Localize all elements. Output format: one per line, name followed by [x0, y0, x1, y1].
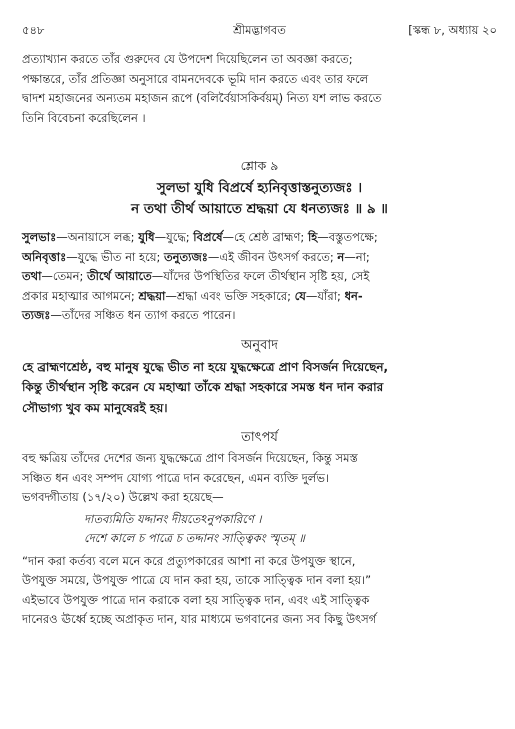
synonym-meaning: —না; [344, 249, 370, 264]
quote-line: দেশে কালে চ পাত্রে চ তদ্দানং সাত্ত্বিকং স্মৃতম্ ॥ [84, 530, 305, 545]
synonym-term: ত্যজঃ [22, 308, 51, 322]
synonym-meaning: —হে শ্রেষ্ঠ ব্রাহ্মণ; [222, 230, 308, 244]
synonym-meaning: —তাঁদের সঞ্চিত ধন ত্যাগ করতে পারেন। [50, 308, 236, 322]
synonym-line [22, 267, 497, 287]
synonym-term: তথা [22, 269, 42, 283]
synonym-line [22, 287, 497, 307]
synonym-line [22, 306, 497, 326]
translation-line: কিন্তু তীর্থস্থান সৃষ্টি করেন যে মহাত্মা তাঁকে শ্রদ্ধা সহকারে সমস্ত ধন দান করার [22, 380, 384, 394]
synonym-meaning: —তেমন; [41, 269, 87, 283]
purport-line: ভগবদ্গীতায় (১৭/২০) উল্লেখ করা হয়েছে— [22, 490, 224, 504]
purport-line: বহু ক্ষত্রিয় তাঁদের দেশের জন্য যুদ্ধক্ষেত্রে প্রাণ বিসর্জন দিয়েছেন, কিন্তু সমস্ত [22, 451, 358, 465]
book-title: শ্রীমদ্ভাগবত [233, 23, 286, 37]
purport-line: এইভাবে উপযুক্ত পাত্রে দান করাকে বলা হয় সাত্ত্বিক দান, এবং এই সাত্ত্বিক [22, 592, 370, 607]
verse-line: ন তথা তীর্থ আয়াতে শ্রদ্ধয়া যে ধনত্যজঃ ॥ ৯ ॥ [131, 201, 388, 217]
synonym-term: ধন- [344, 288, 363, 303]
page-header [22, 22, 497, 42]
book-page [22, 22, 497, 630]
purport-line: “দান করা কর্তব্য বলে মনে করে প্রত্যুপকারের আশা না করে উপযুক্ত স্থানে, [22, 553, 356, 568]
translation-heading: অনুবাদ [241, 337, 278, 353]
verse-line: সুলভা যুধি বিপ্রর্ষে হ্যনিবৃত্তাস্তনুত্যজঃ । [156, 180, 363, 196]
purport-paragraph [22, 449, 497, 508]
text-line: পক্ষান্তরে, তাঁর প্রতিজ্ঞা অনুসারে বামনদেবকে ভূমি দান করতে এবং তার ফলে [22, 71, 369, 86]
synonym-line [22, 228, 497, 248]
synonym-term: বিপ্রর্ষে [193, 230, 223, 244]
text-line: দ্বাদশ মহাজনের অন্যতম মহাজন রূপে (বলির্বৈয়াসকির্বয়ম্) নিত্য যশ লাভ করতে [22, 91, 382, 105]
quote-line: দাতব্যমিতি যদ্দানং দীয়তেঽনুপকারিণে । [84, 511, 262, 526]
synonym-line [22, 248, 497, 268]
purport-heading: তাৎপর্য [241, 430, 278, 445]
synonym-meaning: —এই জীবন উৎসর্গ করতে; [207, 249, 338, 264]
translation-paragraph [22, 357, 497, 419]
synonym-meaning: —যাঁদের উপস্থিতির ফলে তীর্থস্থান সৃষ্টি হয়, সেই [151, 269, 370, 283]
purport-line: উপযুক্ত সময়ে, উপযুক্ত পাত্রে যে দান করা হয়, তাকে সাত্ত্বিক দান বলা হয়।” [22, 573, 372, 587]
sloka-heading: শ্লোক ৯ [240, 158, 279, 173]
text-line: তিনি বিবেচনা করেছিলেন । [22, 110, 146, 125]
synonym-term: তনুত্যজঃ [164, 249, 208, 264]
synonym-meaning: —বস্তুতপক্ষে; [317, 230, 378, 244]
gita-quote [22, 510, 497, 548]
synonym-term: যুধি [138, 230, 155, 244]
synonym-term: হি [307, 230, 318, 244]
purport-line: সঞ্চিত ধন এবং সম্পদ যোগ্য পাত্রে দান করেছেন, এমন ব্যক্তি দুর্লভ। [22, 470, 330, 485]
purport-line: দানেরও ঊর্ধ্বে হচ্ছে অপ্রাকৃত দান, যার মাধ্যমে ভগবানের জন্য সব কিছু উৎসর্গ [22, 612, 377, 626]
translation-line: হে ব্রাহ্মণশ্রেষ্ঠ, বহু মানুষ যুদ্ধে ভীত না হয়ে যুদ্ধক্ষেত্রে প্রাণ বিসর্জন দিয়েছেন, [22, 359, 389, 374]
synonym-term: শ্রদ্ধয়া [138, 288, 166, 303]
synonym-term: সুলভাঃ [22, 230, 57, 244]
synonym-meaning: —অনায়াসে লব্ধ; [56, 230, 139, 244]
page-number: ৫৪৮ [22, 23, 45, 37]
text-line: প্রত্যাখ্যান করতে তাঁর গুরুদেব যে উপদেশ দিয়েছিলেন তা অবজ্ঞা করতে; [22, 52, 353, 66]
synonym-term: তীর্থে আয়াতে [87, 269, 152, 283]
synonym-meaning: —শ্রদ্ধা এবং ভক্তি সহকারে; [165, 288, 295, 303]
translation-line: সৌভাগ্য খুব কম মানুষেরই হয়। [22, 400, 168, 415]
synonym-meaning: প্রকার মহাত্মার আগমনে; [22, 288, 139, 303]
synonym-term: অনিবৃত্তাঃ [22, 249, 67, 264]
intro-paragraph [22, 50, 497, 128]
synonym-meaning: —যুদ্ধে ভীত না হয়ে; [66, 249, 165, 264]
synonym-term: ন [337, 249, 345, 264]
sanskrit-verse [22, 178, 497, 220]
section-reference: [স্কন্ধ ৮, অধ্যায় ২০ [408, 23, 497, 37]
purport-continuation [22, 552, 497, 630]
synonym-meaning: —যুদ্ধে; [154, 230, 194, 244]
synonym-term: যে [294, 288, 306, 303]
synonym-meaning: —যাঁরা; [305, 288, 345, 303]
synonyms-paragraph [22, 228, 497, 326]
